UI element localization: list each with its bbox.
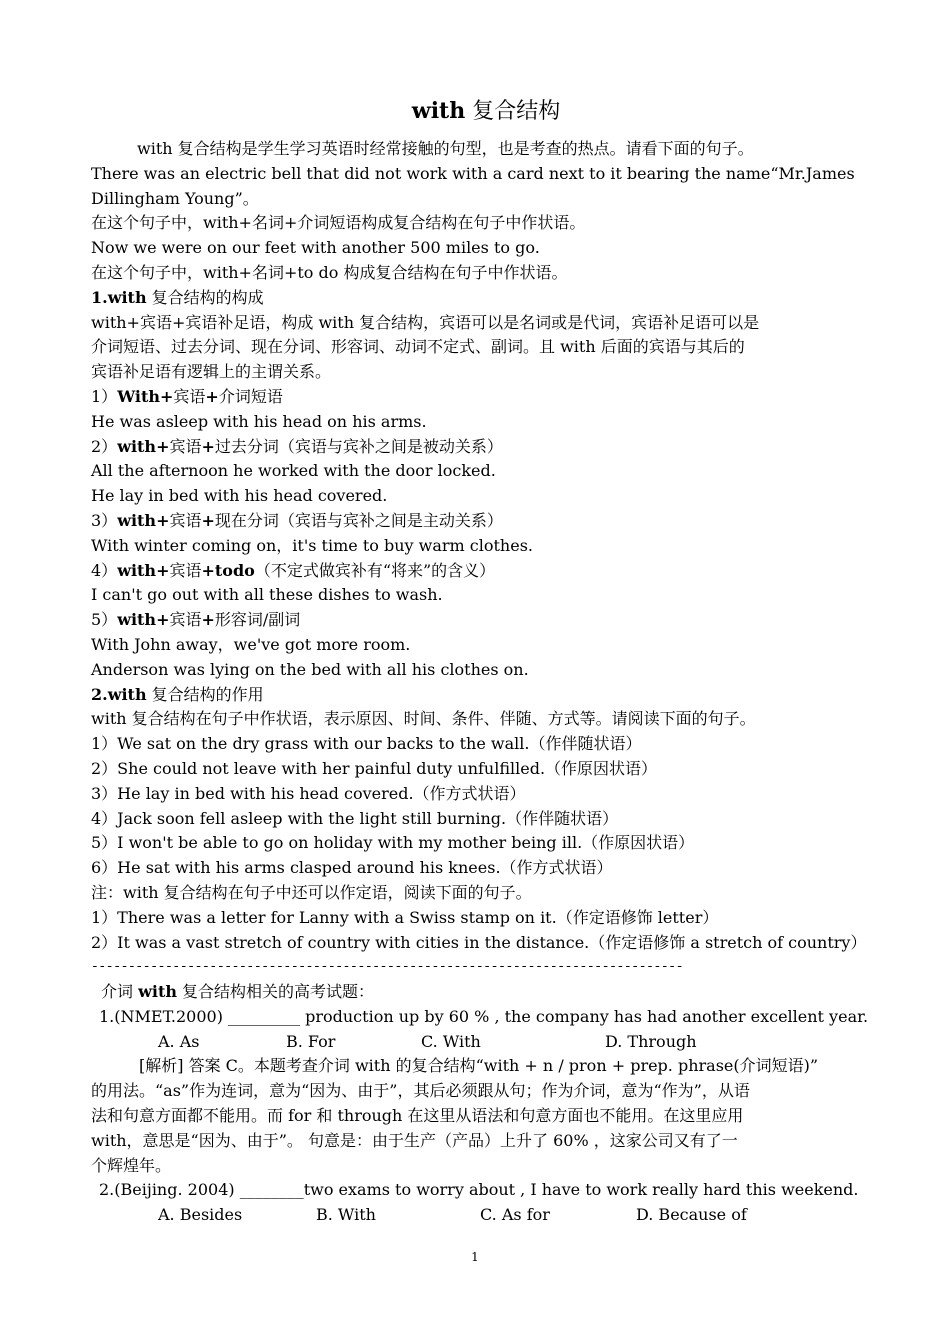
analysis-line: 的用法。“as”作为连词，意为“因为、由于”，其后必须跟从句；作为介词，意为“作为”，从语: [91, 1081, 750, 1101]
analysis-line: 个辉煌年。: [91, 1155, 172, 1175]
sub-bold: with+: [117, 510, 170, 530]
sub-bold: with+: [117, 436, 170, 456]
page-number: 1: [471, 1250, 479, 1264]
option: A. Besides: [158, 1205, 243, 1225]
list-item: 2）She could not leave with her painful duty unfulfilled.（作原因状语）: [91, 758, 658, 778]
sub-text: 现在分词（宾语与宾补之间是主动关系）: [214, 510, 503, 530]
sub-num: 5）: [91, 610, 118, 630]
intro-line: Now we were on our feet with another 500 miles to go.: [91, 238, 540, 258]
intro-line: There was an electric bell that did not work with a card next to it bearing the name“Mr.James: [91, 163, 855, 183]
intro-line: 在这个句子中，with+名词+介词短语构成复合结构在句子中作状语。: [91, 213, 586, 233]
exam-heading: [91, 980, 881, 1005]
example-sentence: With winter coming on，it's time to buy warm clothes.: [91, 535, 533, 555]
sub-num: 3）: [91, 510, 118, 530]
intro-line: 在这个句子中，with+名词+to do 构成复合结构在句子中作状语。: [91, 262, 568, 282]
example-sentence: He was asleep with his head on his arms.: [91, 411, 427, 431]
subheading: [91, 559, 881, 584]
option: B. With: [316, 1205, 376, 1225]
heading-rest: 复合结构的构成: [146, 287, 264, 307]
exam-heading-bold: with: [138, 982, 177, 1002]
section-heading: [91, 286, 881, 311]
sub-num: 2）: [91, 436, 118, 456]
question-text: 2.(Beijing. 2004) ________two exams to worry about , I have to work really hard this weekend.: [99, 1180, 859, 1200]
example-sentence: Anderson was lying on the bed with all his clothes on.: [91, 659, 529, 679]
sub-bold: +: [201, 610, 215, 630]
question-text: 1.(NMET.2000) _________ production up by 60 % , the company has had another excellent year.: [99, 1006, 869, 1026]
analysis-line: [解析] 答案 C。本题考查介词 with 的复合结构“with + n / pron + prep. phrase(介词短语)”: [139, 1056, 819, 1076]
heading-bold: 2.with: [91, 684, 147, 704]
option: C. With: [421, 1031, 481, 1051]
subheading: [91, 509, 881, 534]
option: C. As for: [480, 1205, 550, 1225]
note: 注：with 复合结构在句子中还可以作定语，阅读下面的句子。: [91, 882, 532, 902]
sub-text: 宾语: [169, 510, 202, 530]
analysis-line: 法和句意方面都不能用。而 for 和 through 在这里从语法和句意方面也不能用。在这里应用: [91, 1106, 744, 1126]
sub-text: （不定式做宾补有“将来”的含义）: [254, 560, 496, 580]
sub-bold: +: [201, 510, 215, 530]
sub-text: 宾语: [169, 610, 202, 630]
analysis-line: with，意思是“因为、由于”。 句意是：由于生产（产品）上升了 60% ，这家公司又有了一: [91, 1130, 738, 1150]
sub-text: 宾语: [169, 560, 202, 580]
intro-line: with 复合结构是学生学习英语时经常接触的句型，也是考查的热点。请看下面的句子。: [137, 139, 754, 158]
example-sentence: I can't go out with all these dishes to wash.: [91, 585, 443, 605]
sub-text: 宾语: [169, 436, 202, 456]
sub-bold: +: [205, 386, 219, 406]
sub-bold: +: [201, 436, 215, 456]
sub-bold: With+: [117, 386, 174, 406]
sub-text: 介词短语: [218, 386, 283, 406]
list-item: 3）He lay in bed with his head covered.（作方式状语）: [91, 783, 526, 803]
answer-options: [91, 1203, 881, 1228]
example-sentence: With John away，we've got more room.: [91, 634, 411, 654]
subheading: [91, 435, 881, 460]
list-item: 6）He sat with his arms clasped around his knees.（作方式状语）: [91, 858, 613, 878]
document-page: [91, 96, 881, 1228]
page-title: [91, 96, 881, 127]
list-item: 2）It was a vast stretch of country with cities in the distance.（作定语修饰 a stretch of country）: [91, 932, 867, 952]
answer-options: [91, 1030, 881, 1055]
list-item: 1）We sat on the dry grass with our backs to the wall.（作伴随状语）: [91, 734, 642, 754]
list-item: 1）There was a letter for Lanny with a Swiss stamp on it.（作定语修饰 letter）: [91, 907, 719, 927]
subheading: [91, 385, 881, 410]
title-rest: 复合结构: [465, 99, 561, 124]
section-desc: 宾语补足语有逻辑上的主谓关系。: [91, 362, 332, 382]
option: D. Because of: [636, 1205, 747, 1225]
example-sentence: He lay in bed with his head covered.: [91, 486, 388, 506]
sub-bold: with+: [117, 560, 170, 580]
section-heading: [91, 683, 881, 708]
sub-text: 宾语: [173, 386, 206, 406]
intro-line: Dillingham Young”。: [91, 188, 259, 208]
exam-heading-pre: 介词: [101, 982, 139, 1002]
sub-text: 过去分词（宾语与宾补之间是被动关系）: [214, 436, 503, 456]
heading-rest: 复合结构的作用: [146, 684, 264, 704]
sub-num: 1）: [91, 386, 118, 406]
subheading: [91, 608, 881, 633]
list-item: 4）Jack soon fell asleep with the light still burning.（作伴随状语）: [91, 808, 619, 828]
section-desc: with 复合结构在句子中作状语，表示原因、时间、条件、伴随、方式等。请阅读下面的句子。: [91, 709, 756, 729]
sub-bold: with+: [117, 610, 170, 630]
separator-line: --------------------------------------------------------------------------------: [91, 959, 684, 975]
option: B. For: [286, 1031, 336, 1051]
example-sentence: All the afternoon he worked with the door locked.: [91, 461, 496, 481]
sub-num: 4）: [91, 560, 118, 580]
title-bold: with: [411, 98, 466, 124]
sub-bold: +todo: [201, 560, 255, 580]
section-desc: with+宾语+宾语补足语，构成 with 复合结构，宾语可以是名词或是代词，宾语补足语可以是: [91, 312, 760, 332]
exam-heading-rest: 复合结构相关的高考试题：: [176, 982, 375, 1002]
section-desc: 介词短语、过去分词、现在分词、形容词、动词不定式、副词。且 with 后面的宾语与其后的: [91, 337, 745, 357]
list-item: 5）I won't be able to go on holiday with my mother being ill.（作原因状语）: [91, 833, 695, 853]
option: D. Through: [605, 1031, 697, 1051]
heading-bold: 1.with: [91, 287, 147, 307]
sub-text: 形容词/副词: [214, 610, 301, 630]
option: A. As: [158, 1031, 200, 1051]
